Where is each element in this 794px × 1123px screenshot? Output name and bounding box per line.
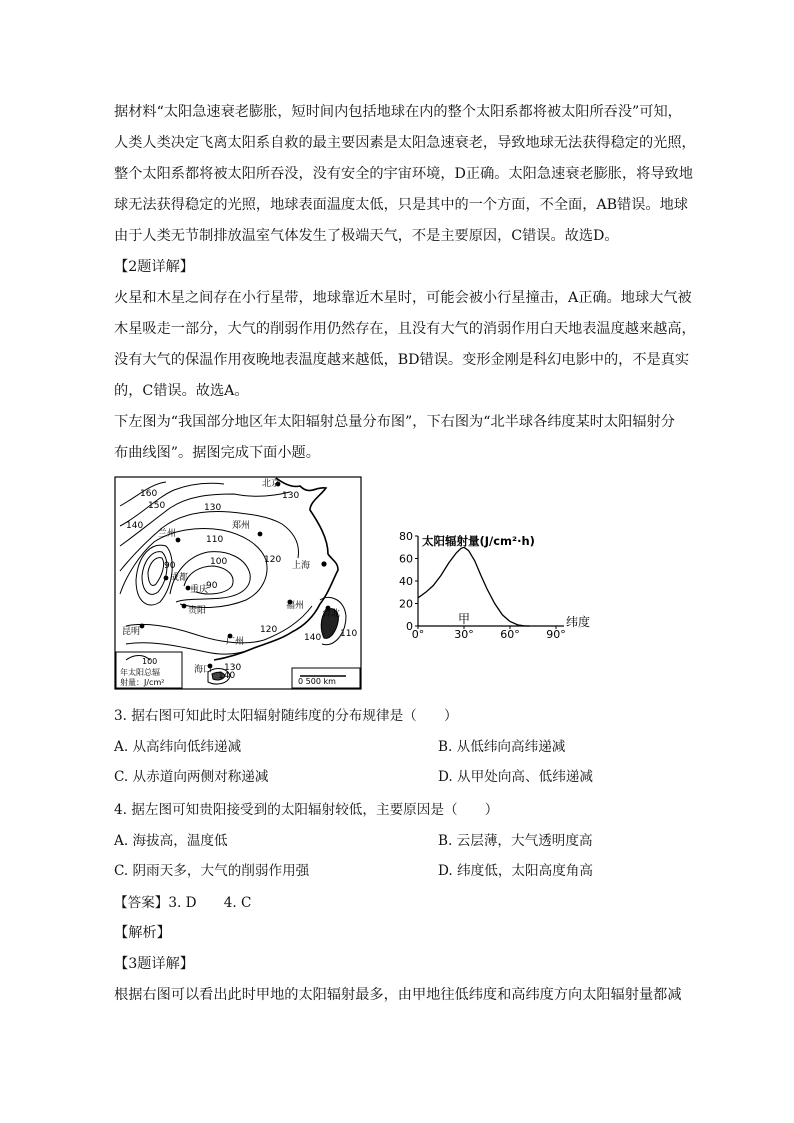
- text-line: 球无法获得稳定的光照，地球表面温度太低，只是其中的一个方面，不全面，AB错误。地球: [114, 197, 688, 213]
- q3-option-d: D. 从甲处向高、低纬递减: [438, 769, 593, 785]
- text-line: 人类人类决定飞离太阳系自救的最主要因素是太阳急速衰老，导致地球无法获得稳定的光照，: [114, 135, 696, 151]
- y-tick-label: 0: [406, 620, 413, 633]
- city-label: 北京: [262, 479, 281, 489]
- contour-label: 120: [260, 625, 278, 635]
- q3-option-a: A. 从高纬向低纬递减: [114, 739, 242, 755]
- y-tick-label: 80: [399, 530, 413, 543]
- contour-label: 90: [164, 561, 176, 571]
- text-line: 由于人类无节制排放温室气体发生了极端天气，不是主要原因，C错误。故选D。: [114, 228, 619, 244]
- q4-option-d: D. 纬度低，太阳高度角高: [438, 863, 593, 879]
- q4-option-a: A. 海拔高，温度低: [114, 833, 228, 849]
- chart-title: 太阳辐射量(J/cm²·h): [422, 534, 535, 548]
- y-tick-label: 40: [399, 575, 413, 588]
- solar-radiation-map: [114, 476, 362, 690]
- contour-label: 90: [206, 581, 218, 591]
- city-label: 海口: [194, 665, 213, 675]
- legend-value: 100: [142, 657, 158, 666]
- legend-caption: 年太阳总辐: [120, 668, 160, 677]
- city-label: 郑州: [232, 521, 251, 531]
- scale-label: 0 500 km: [298, 677, 336, 686]
- radiation-curve: [418, 547, 530, 626]
- text-line: 整个太阳系都将被太阳所吞没，没有安全的宇宙环境，D正确。太阳急速衰老膨胀，将导致地: [114, 166, 693, 182]
- x-tick-label: 90°: [546, 628, 566, 641]
- text-line: 木星吸走一部分，大气的削弱作用仍然存在，且没有大气的消弱作用白天地表温度越来越高，: [114, 321, 696, 337]
- q3-stem: 3. 据右图可知此时太阳辐射随纬度的分布规律是（ ）: [114, 708, 458, 724]
- text-line: 没有大气的保温作用夜晚地表温度越来越低，BD错误。变形金刚是科幻电影中的，不是真实: [114, 352, 690, 368]
- section-heading: 【2题详解】: [114, 259, 194, 275]
- text-line: 火星和木星之间存在小行星带，地球靠近木星时，可能会被小行星撞击，A正确。地球大气被: [114, 290, 692, 306]
- answer: 【答案】3. D 4. C: [114, 895, 252, 911]
- q4-option-c: C. 阴雨天多，大气的削弱作用强: [114, 863, 310, 879]
- text-line: 布曲线图”。据图完成下面小题。: [114, 445, 320, 461]
- section-heading: 【3题详解】: [114, 956, 194, 972]
- legend-caption: 射量：J/cm²: [120, 678, 165, 687]
- radiation-chart: [396, 526, 606, 642]
- contour-label: 140: [218, 671, 236, 681]
- city-label: 兰州: [158, 529, 177, 539]
- contour-label: 110: [206, 535, 224, 545]
- analysis-heading: 【解析】: [114, 925, 171, 941]
- text-line: 根据右图可以看出此时甲地的太阳辐射最多，由甲地往低纬度和高纬度方向太阳辐射量都减: [114, 987, 682, 1003]
- q4-stem: 4. 据左图可知贵阳接受到的太阳辐射较低，主要原因是（ ）: [114, 802, 499, 818]
- x-tick-label: 0°: [411, 628, 425, 641]
- x-axis-label: 纬度: [566, 615, 591, 629]
- contour-label: 130: [224, 663, 242, 673]
- contour-label: 150: [148, 501, 166, 511]
- text-line: 据材料“太阳急速衰老膨胀，短时间内包括地球在内的整个太阳系都将被太阳所吞没”可知，: [114, 104, 682, 120]
- explanation-q1: [114, 97, 696, 252]
- q3-option-c: C. 从赤道向两侧对称递减: [114, 769, 269, 785]
- contour-label: 140: [304, 633, 322, 643]
- q4-option-b: B. 云层薄，大气透明度高: [438, 833, 593, 849]
- text-line: 下左图为“我国部分地区年太阳辐射总量分布图”，下右图为“北半球各纬度某时太阳辐射分: [114, 414, 675, 430]
- city-label: 广州: [226, 637, 245, 647]
- contour-label: 140: [126, 521, 144, 531]
- y-tick-label: 60: [399, 552, 413, 566]
- city-label: 上海: [292, 561, 311, 571]
- text-line: 的，C错误。故选A。: [114, 383, 249, 399]
- analysis-block: [114, 918, 684, 1011]
- contour-label: 130: [204, 503, 222, 513]
- city-label: 成都: [170, 573, 189, 583]
- contour-label: 130: [282, 491, 300, 501]
- contour-label: 110: [340, 629, 358, 639]
- figure-intro: [114, 407, 684, 469]
- city-label: 台北: [322, 609, 341, 619]
- city-label: 重庆: [190, 585, 209, 595]
- x-tick-label: 60°: [500, 628, 520, 641]
- contour-label: 120: [264, 555, 282, 565]
- annotation-jia: 甲: [457, 612, 471, 626]
- contour-label: 160: [140, 489, 158, 499]
- city-label: 昆明: [122, 627, 141, 637]
- y-tick-label: 20: [399, 597, 413, 611]
- city-label: 福州: [286, 601, 305, 611]
- x-tick-label: 30°: [454, 628, 474, 641]
- section-q2: [114, 252, 696, 407]
- contour-label: 100: [210, 557, 228, 567]
- city-label: 贵阳: [188, 606, 207, 616]
- q3-option-b: B. 从低纬向高纬递减: [438, 739, 566, 755]
